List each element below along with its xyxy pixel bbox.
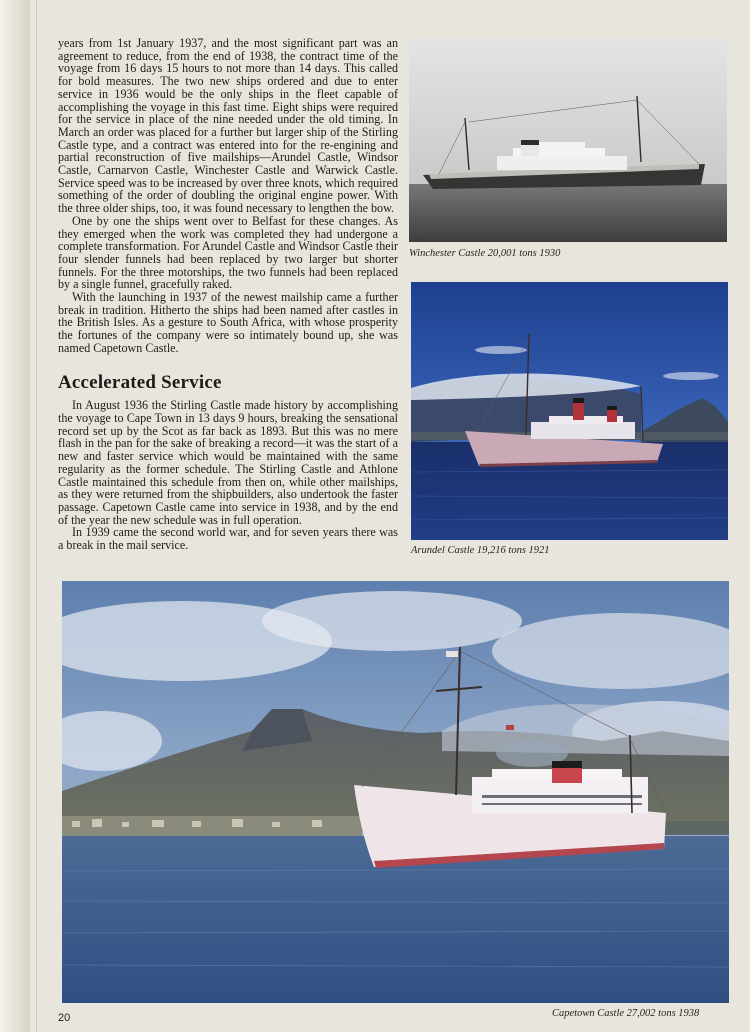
paragraph: In August 1936 the Stirling Castle made history by accomplishing the voyage to Cape Town in 13 days 9 hours, breaking the sensational record set up by the Scot as far back as 1893. But this was no mere flash in the pan for the sake of breaking a record—it was the start of a new and faster service which would be maintained with the same regularity as the former schedule. The Stirling Castle and Athlone Castle maintained this schedule from then on, while other mailships, as they were returned from the shipbuilders, also undertook the faster passage. Capetown Castle came into service in 1938, and by the end of the year the new schedule was in full operation. [58,398,398,527]
caption-capetown: Capetown Castle 27,002 tons 1938 [552,1008,700,1019]
paragraph: In 1939 came the second world war, and for seven years there was a break in the mail service. [58,525,398,553]
page-fold [36,0,37,1032]
page-number: 20 [58,1012,71,1024]
article-body [58,37,398,552]
section-heading: Accelerated Service [58,371,222,393]
binding-spine [0,0,30,1032]
photo-capetown-castle [62,581,729,1003]
paragraph: With the launching in 1937 of the newest mailship came a further break in tradition. Hitherto the ships had been named after castles in the British Isles. As a gesture to South Africa, with whose prosperity the fortunes of the company were so intimately bound up, she was named Capetown Castle. [58,290,398,355]
paragraph: years from 1st January 1937, and the most significant part was an agreement to reduce, from the end of 1938, the contract time of the voyage from 16 days 15 hours to not more than 14 days. This called for bold measures. The two new ships ordered and due to enter service in 1936 would be the only ships in the fleet capable of accomplishing the voyage in this fast time. Eight ships were required for the service in place of the nine needed under the old timing. In March an order was placed for a further but larger ship of the Stirling Castle type, and a contract was entered into for the re-engining and partial reconstruction of five mailships—Arundel Castle, Windsor Castle, Carnarvon Castle, Winchester Castle and Warwick Castle. Service speed was to be increased by over three knots, which required something of the order of doubling the original engine power. With the three older ships, too, it was found necessary to lengthen the bow. [58,36,398,216]
photo-arundel-castle [411,282,728,540]
photo-winchester-castle [409,38,727,242]
caption-arundel: Arundel Castle 19,216 tons 1921 [411,545,550,556]
paragraph: One by one the ships went over to Belfast for these changes. As they emerged when the work was completed they had undergone a complete transformation. For Arundel Castle and Windsor Castle their four slender funnels had been replaced by two larger but shorter funnels. For the three motorships, the two funnels had been replaced by a single funnel, gracefully raked. [58,213,398,292]
caption-winchester: Winchester Castle 20,001 tons 1930 [409,248,561,259]
